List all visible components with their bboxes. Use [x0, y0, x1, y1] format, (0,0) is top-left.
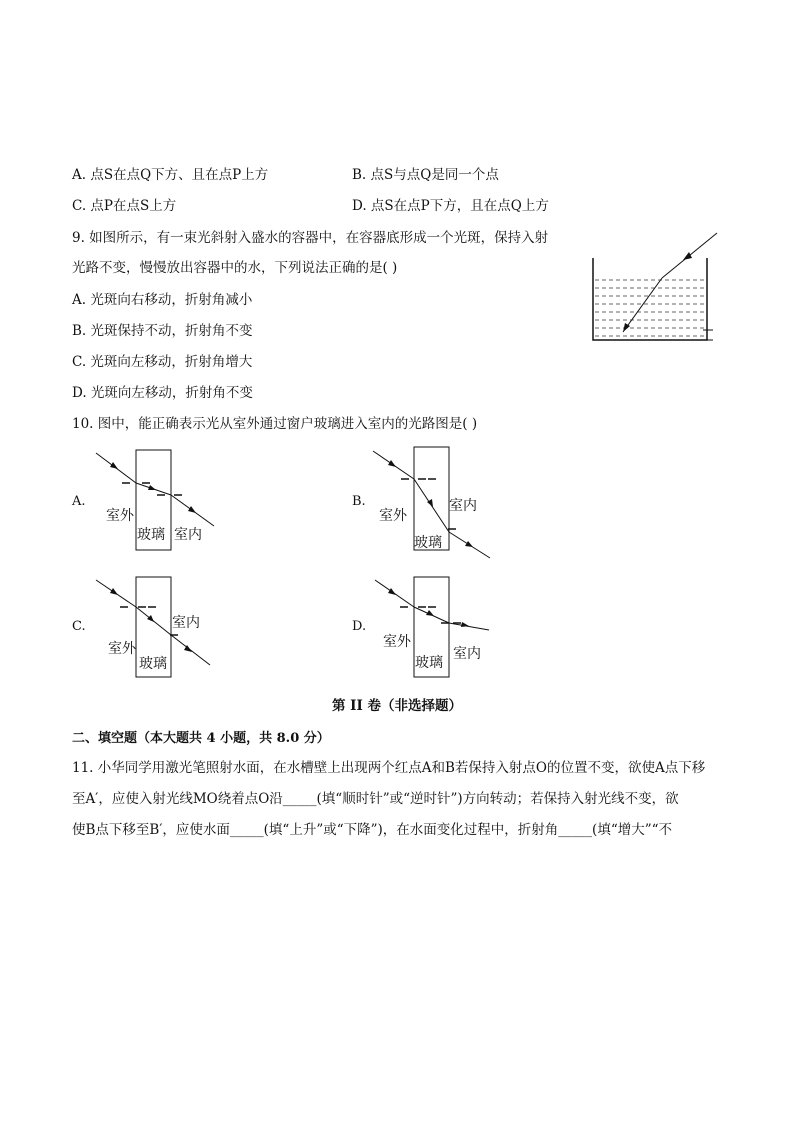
q10d-glass-label: 玻璃: [415, 655, 443, 671]
q10b-indoor-label: 室内: [449, 498, 477, 514]
q9-option-b: B. 光斑保持不动，折射角不变: [72, 323, 253, 339]
q10c-glass-label: 玻璃: [139, 656, 167, 672]
q8-option-a: A. 点S在点Q下方、且在点P上方: [72, 167, 269, 183]
q10d-outdoor-label: 室外: [383, 634, 411, 650]
part-two-title: 二、填空题（本大题共 4 小题，共 8.0 分）: [72, 731, 330, 746]
q9-option-a: A. 光斑向右移动，折射角减小: [72, 292, 253, 308]
q8-option-d: D. 点S在点P下方，且在点Q上方: [352, 198, 549, 214]
q10-figure-c: [90, 575, 230, 680]
q10-label-c: C.: [72, 619, 86, 634]
q9-stem-line2: 光路不变，慢慢放出容器中的水，下列说法正确的是( ): [72, 260, 398, 276]
q10b-outdoor-label: 室外: [379, 508, 407, 524]
q9-option-d: D. 光斑向左移动，折射角不变: [72, 385, 253, 401]
q10-label-d: D.: [352, 619, 367, 634]
q10-figure-a: [90, 448, 230, 553]
q10d-indoor-label: 室内: [453, 646, 481, 662]
section-title: 第 II 卷（非选择题）: [331, 698, 463, 714]
q10-figure-b: [365, 445, 505, 565]
q8-option-c: C. 点P在点S上方: [72, 198, 177, 214]
q10-figure-d: [365, 575, 505, 680]
q10-stem: 10. 图中，能正确表示光从室外通过窗户玻璃进入室内的光路图是( ): [72, 416, 478, 432]
q10c-indoor-label: 室内: [172, 615, 200, 631]
q8-option-b: B. 点S与点Q是同一个点: [352, 167, 499, 183]
q10-label-b: B.: [352, 494, 366, 509]
q10a-indoor-label: 室内: [174, 527, 202, 543]
q9-water-container-figure: [585, 228, 725, 348]
q11-line3: 使B点下移至B′，应使水面_____(填“上升”或“下降”)，在水面变化过程中，折射角_____(填“增大”“不: [72, 822, 673, 838]
q9-option-c: C. 光斑向左移动，折射角增大: [72, 354, 253, 370]
q10c-outdoor-label: 室外: [108, 641, 136, 657]
q11-line2: 至A′，应使入射光线MO绕着点O沿_____(填“顺时针”或“逆时针”)方向转动；若保持入射光线不变，欲: [72, 791, 679, 807]
q10-label-a: A.: [72, 494, 86, 509]
q10a-glass-label: 玻璃: [137, 527, 165, 543]
q11-line1: 11. 小华同学用激光笔照射水面，在水槽壁上出现两个红点A和B若保持入射点O的位置不变，欲使A点下移: [72, 760, 706, 776]
q10a-outdoor-label: 室外: [106, 508, 134, 524]
q9-stem-line1: 9. 如图所示，有一束光斜射入盛水的容器中，在容器底形成一个光斑，保持入射: [72, 230, 549, 246]
q10b-glass-label: 玻璃: [414, 535, 442, 551]
